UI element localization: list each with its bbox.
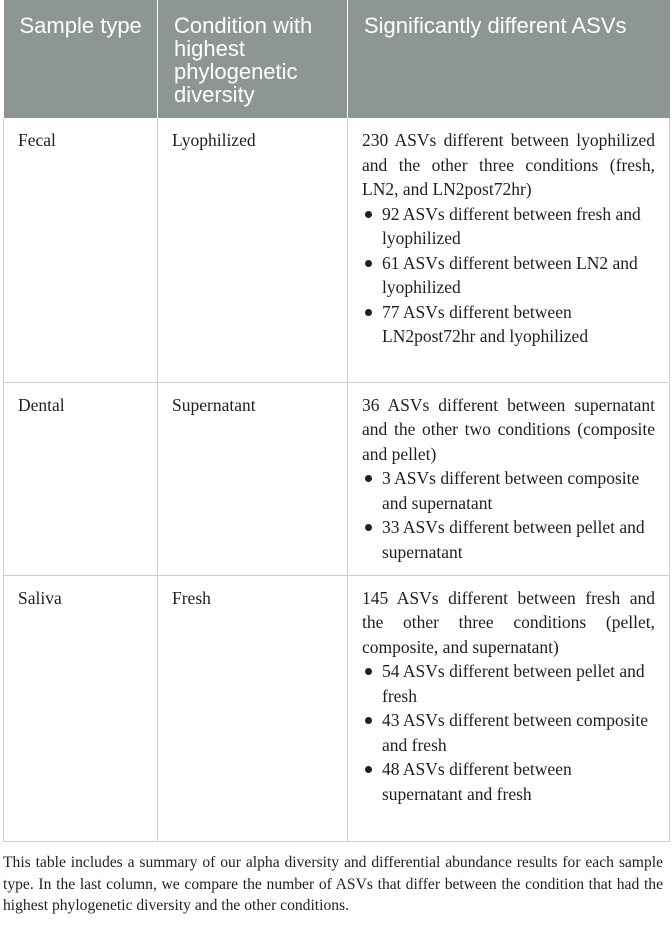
list-item: 3 ASVs different between composite and supernatant bbox=[362, 466, 655, 515]
list-item: 61 ASVs different between LN2 and lyophilized bbox=[362, 251, 655, 300]
list-item: 77 ASVs different between LN2post72hr and lyophilized bbox=[362, 300, 655, 349]
table-row-fecal bbox=[4, 118, 670, 382]
cell-asvs bbox=[348, 382, 670, 575]
table-footnote: This table includes a summary of our alpha diversity and differential abundance results for each sample type. In the last column, we compare the number of ASVs that differ between the condition that had the highest phylogenetic diversity and the other conditions. bbox=[3, 854, 663, 914]
asv-bullet-list bbox=[362, 202, 655, 349]
cell-condition: Supernatant bbox=[158, 382, 348, 575]
asv-bullet-list bbox=[362, 659, 655, 806]
asv-bullet-list bbox=[362, 466, 655, 564]
list-item: 33 ASVs different between pellet and supernatant bbox=[362, 515, 655, 564]
cell-sample-type: Saliva bbox=[4, 575, 158, 841]
cell-condition: Lyophilized bbox=[158, 118, 348, 382]
results-table bbox=[3, 0, 670, 842]
list-item: 92 ASVs different between fresh and lyophilized bbox=[362, 202, 655, 251]
header-sample-type: Sample type bbox=[4, 0, 158, 118]
asv-summary: 145 ASVs different between fresh and the other three conditions (pellet, composite, and supernatant) bbox=[362, 587, 655, 657]
header-asvs: Significantly different ASVs bbox=[348, 0, 670, 118]
cell-condition: Fresh bbox=[158, 575, 348, 841]
cell-asvs bbox=[348, 118, 670, 382]
cell-sample-type: Dental bbox=[4, 382, 158, 575]
asv-summary: 230 ASVs different between lyophilized and the other three conditions (fresh, LN2, and LN2post72hr) bbox=[362, 130, 655, 199]
list-item: 48 ASVs different between supernatant and fresh bbox=[362, 757, 655, 806]
results-table-container bbox=[3, 0, 669, 842]
list-item: 54 ASVs different between pellet and fresh bbox=[362, 659, 655, 708]
cell-sample-type: Fecal bbox=[4, 118, 158, 382]
header-condition: Condition with highest phylogenetic diversity bbox=[158, 0, 348, 118]
asv-summary: 36 ASVs different between supernatant and the other two conditions (composite and pellet) bbox=[362, 394, 655, 464]
cell-asvs bbox=[348, 575, 670, 841]
header-row bbox=[4, 0, 670, 118]
table-row-saliva bbox=[4, 575, 670, 841]
list-item: 43 ASVs different between composite and fresh bbox=[362, 708, 655, 757]
table-row-dental bbox=[4, 382, 670, 575]
